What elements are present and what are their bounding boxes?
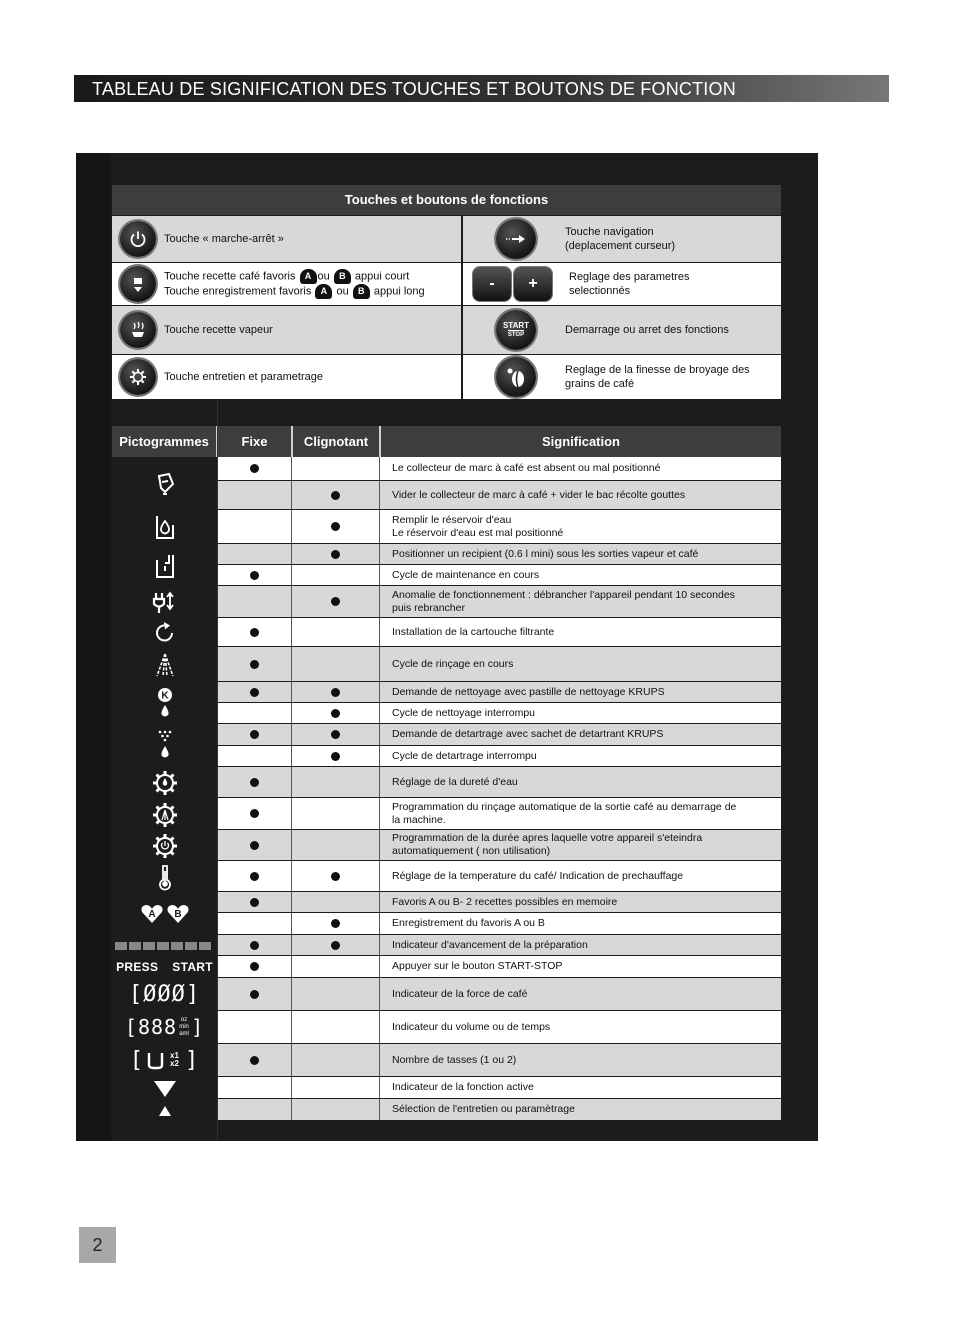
cups-bracket-right: ] bbox=[184, 1047, 200, 1073]
clignotant-cell bbox=[292, 703, 380, 723]
start-text: START bbox=[172, 960, 213, 974]
signification-line1: Cycle de detartrage interrompu bbox=[392, 749, 537, 762]
rinse-cycle-icon bbox=[112, 648, 217, 682]
signification-line1: Le collecteur de marc à café est absent ou mal positionné bbox=[392, 462, 661, 474]
plug-anomaly-icon bbox=[112, 587, 217, 617]
volume-time-indicator bbox=[112, 1011, 217, 1043]
clignotant-dot-icon bbox=[331, 491, 340, 500]
navigation-key-line1: Touche navigation bbox=[565, 226, 654, 238]
press-start-label bbox=[112, 957, 217, 977]
fixe-cell bbox=[218, 978, 292, 1010]
clignotant-cell bbox=[292, 935, 380, 955]
clignotant-cell bbox=[292, 913, 380, 934]
fixe-dot-icon bbox=[250, 1056, 259, 1065]
header-fixe: Fixe bbox=[218, 426, 293, 457]
signification-cell bbox=[380, 724, 781, 745]
maintenance-key-label: Touche entretien et parametrage bbox=[164, 371, 323, 383]
fixe-cell bbox=[218, 1099, 292, 1120]
fixe-cell bbox=[218, 1077, 292, 1098]
clignotant-dot-icon bbox=[331, 919, 340, 928]
signification-cell bbox=[380, 798, 781, 829]
favorite-save-text: Touche enregistrement favoris bbox=[164, 285, 312, 298]
signification-cell bbox=[380, 767, 781, 797]
favorite-or-text: ou bbox=[317, 270, 330, 283]
clignotant-cell bbox=[292, 746, 380, 766]
signification-cell bbox=[380, 978, 781, 1010]
container-under-spout-icon bbox=[112, 548, 217, 584]
favorite-cup-icon bbox=[120, 266, 156, 302]
signification-line1: Cycle de maintenance en cours bbox=[392, 568, 540, 581]
steam-icon bbox=[120, 312, 156, 348]
signification-line1: Réglage de la dureté d'eau bbox=[392, 775, 518, 788]
signification-line1: Indicateur de la fonction active bbox=[392, 1081, 534, 1093]
start-stop-icon-bottom: STOP bbox=[507, 331, 525, 338]
press-text: PRESS bbox=[116, 960, 159, 974]
fixe-dot-icon bbox=[250, 660, 259, 669]
grind-key-label bbox=[565, 363, 750, 391]
clignotant-dot-icon bbox=[331, 941, 340, 950]
fixe-dot-icon bbox=[250, 962, 259, 971]
strength-glyphs: [ØØØ] bbox=[128, 981, 201, 1007]
navigation-key-cell bbox=[463, 216, 781, 262]
clignotant-cell bbox=[292, 1077, 380, 1098]
signification-line1: Sélection de l'entretien ou paramètrage bbox=[392, 1103, 575, 1115]
signification-cell bbox=[380, 565, 781, 585]
header-signification: Signification bbox=[381, 426, 781, 457]
table-row bbox=[218, 618, 781, 647]
plus-button-icon: + bbox=[514, 267, 552, 301]
minus-button-icon: - bbox=[473, 267, 511, 301]
coffee-strength-indicator bbox=[112, 978, 217, 1010]
fixe-dot-icon bbox=[250, 730, 259, 739]
cup-icon bbox=[146, 1050, 168, 1070]
signification-line1: Nombre de tasses (1 ou 2) bbox=[392, 1053, 517, 1066]
signification-line2: puis rebrancher bbox=[392, 601, 465, 614]
clignotant-dot-icon bbox=[331, 730, 340, 739]
power-key-cell bbox=[112, 216, 463, 262]
fixe-cell bbox=[218, 767, 292, 797]
filter-cartridge-icon bbox=[112, 619, 217, 647]
table-row bbox=[218, 1011, 781, 1044]
clignotant-dot-icon bbox=[331, 709, 340, 718]
signification-line1: Anomalie de fonctionnement : débrancher l'appareil pendant 10 secondes bbox=[392, 588, 735, 601]
clignotant-dot-icon bbox=[331, 522, 340, 531]
clignotant-cell bbox=[292, 457, 380, 480]
fixe-cell bbox=[218, 544, 292, 564]
signification-line2: automatiquement ( non utilisation) bbox=[392, 845, 551, 857]
cup-count-indicator bbox=[112, 1044, 217, 1076]
fixe-cell bbox=[218, 1011, 292, 1043]
panel-left-strip bbox=[76, 153, 111, 1141]
cleaning-tablet-icon bbox=[112, 683, 217, 723]
start-stop-key-label: Demarrage ou arret des fonctions bbox=[565, 324, 729, 336]
clignotant-cell bbox=[292, 892, 380, 912]
fixe-dot-icon bbox=[250, 898, 259, 907]
cups-bracket-left: [ bbox=[129, 1047, 145, 1073]
navigation-key-line2: (deplacement curseur) bbox=[565, 240, 676, 252]
fixe-dot-icon bbox=[250, 628, 259, 637]
clignotant-cell bbox=[292, 1011, 380, 1043]
table-row bbox=[218, 956, 781, 978]
clignotant-cell bbox=[292, 544, 380, 564]
favorites-ab-icon bbox=[112, 893, 217, 935]
signification-line1: Positionner un recipient (0.6 l mini) sous les sorties vapeur et café bbox=[392, 547, 699, 560]
fixe-dot-icon bbox=[250, 778, 259, 787]
table-row bbox=[218, 767, 781, 798]
fixe-dot-icon bbox=[250, 464, 259, 473]
favorite-short-text: Touche recette café favoris bbox=[164, 270, 296, 283]
fixe-dot-icon bbox=[250, 688, 259, 697]
steam-key-cell bbox=[112, 306, 463, 354]
top-table-title: Touches et boutons de fonctions bbox=[112, 185, 781, 215]
clignotant-cell bbox=[292, 767, 380, 797]
signification-line1: Programmation du rinçage automatique de la sortie café au demarrage de bbox=[392, 800, 737, 813]
fixe-cell bbox=[218, 746, 292, 766]
active-function-triangle-icon bbox=[112, 1078, 217, 1100]
fixe-cell bbox=[218, 830, 292, 860]
top-table bbox=[112, 215, 781, 399]
clignotant-cell bbox=[292, 956, 380, 977]
table-row bbox=[218, 978, 781, 1011]
table-row bbox=[218, 682, 781, 703]
favorite-key-line2 bbox=[164, 284, 425, 299]
signification-line1: Favoris A ou B- 2 recettes possibles en memoire bbox=[392, 895, 618, 908]
table-row bbox=[218, 830, 781, 861]
signification-line1: Cycle de nettoyage interrompu bbox=[392, 706, 535, 719]
signification-cell bbox=[380, 647, 781, 681]
clignotant-cell bbox=[292, 586, 380, 617]
fixe-dot-icon bbox=[250, 872, 259, 881]
signification-line1: Installation de la cartouche filtrante bbox=[392, 625, 555, 638]
clignotant-cell bbox=[292, 565, 380, 585]
signification-line1: Remplir le réservoir d'eau bbox=[392, 513, 512, 526]
table-row bbox=[218, 510, 781, 544]
fixe-cell bbox=[218, 956, 292, 977]
clignotant-dot-icon bbox=[331, 872, 340, 881]
table-row bbox=[218, 1044, 781, 1077]
maintenance-key-cell bbox=[112, 355, 463, 399]
top-table-row bbox=[112, 215, 781, 262]
header-clignotant: Clignotant bbox=[293, 426, 381, 457]
signification-cell bbox=[380, 510, 781, 543]
progress-bar-icon bbox=[112, 936, 217, 956]
fixe-cell bbox=[218, 861, 292, 891]
signification-cell bbox=[380, 703, 781, 723]
signification-cell bbox=[380, 892, 781, 912]
clignotant-cell bbox=[292, 481, 380, 509]
fixe-cell bbox=[218, 457, 292, 480]
table-row bbox=[218, 1077, 781, 1099]
cups-multiplier bbox=[170, 1052, 179, 1068]
clignotant-cell bbox=[292, 682, 380, 702]
clignotant-cell bbox=[292, 861, 380, 891]
table-row bbox=[218, 892, 781, 913]
favorite-b-heart-icon: B bbox=[334, 269, 351, 284]
signification-cell bbox=[380, 935, 781, 955]
fixe-cell bbox=[218, 586, 292, 617]
volume-bracket-left: [ bbox=[124, 1015, 138, 1039]
adjust-keys-line2: selectionnés bbox=[569, 285, 631, 297]
clignotant-cell bbox=[292, 1044, 380, 1076]
table-row bbox=[218, 935, 781, 956]
settings-gear-icon bbox=[120, 359, 156, 395]
signification-cell bbox=[380, 1099, 781, 1120]
table-row bbox=[218, 724, 781, 746]
volume-units: oz min aml bbox=[179, 1016, 189, 1037]
signification-cell bbox=[380, 956, 781, 977]
signification-line1: Enregistrement du favoris A ou B bbox=[392, 917, 545, 929]
signification-line1: Appuyer sur le bouton START-STOP bbox=[392, 960, 563, 972]
header-pictogrammes: Pictogrammes bbox=[112, 426, 218, 457]
signification-line1: Cycle de rinçage en cours bbox=[392, 657, 514, 670]
arrow-right-icon bbox=[496, 219, 536, 259]
fixe-dot-icon bbox=[250, 571, 259, 580]
top-table-row bbox=[112, 354, 781, 399]
fixe-cell bbox=[218, 703, 292, 723]
adjust-keys-cell bbox=[463, 263, 781, 305]
clignotant-cell bbox=[292, 1099, 380, 1120]
fixe-cell bbox=[218, 682, 292, 702]
signification-cell bbox=[380, 586, 781, 617]
favorite-a-heart-icon: A bbox=[315, 284, 332, 299]
fav-a-letter: A bbox=[147, 909, 156, 920]
signification-cell bbox=[380, 618, 781, 646]
water-tank-icon bbox=[112, 510, 217, 544]
fixe-dot-icon bbox=[250, 841, 259, 850]
steam-key-label: Touche recette vapeur bbox=[164, 324, 273, 336]
fixe-cell bbox=[218, 618, 292, 646]
signification-cell bbox=[380, 544, 781, 564]
start-stop-icon-top: START bbox=[502, 320, 530, 330]
adjust-keys-label bbox=[569, 270, 689, 298]
table-row bbox=[218, 647, 781, 682]
signification-cell bbox=[380, 682, 781, 702]
signification-line1: Indicateur d'avancement de la préparation bbox=[392, 938, 588, 951]
selection-triangle-icon bbox=[112, 1101, 217, 1121]
fixe-cell bbox=[218, 724, 292, 745]
clignotant-cell bbox=[292, 978, 380, 1010]
fixe-cell bbox=[218, 565, 292, 585]
signification-cell bbox=[380, 1011, 781, 1043]
table-row bbox=[218, 703, 781, 724]
table-row bbox=[218, 481, 781, 510]
fixe-dot-icon bbox=[250, 990, 259, 999]
fixe-cell bbox=[218, 892, 292, 912]
fixe-cell bbox=[218, 510, 292, 543]
power-key-label: Touche « marche-arrêt » bbox=[164, 233, 284, 245]
coffee-bean-icon bbox=[496, 357, 536, 397]
cups-x1: x1 bbox=[170, 1051, 179, 1060]
signification-cell bbox=[380, 1044, 781, 1076]
table-row bbox=[218, 798, 781, 830]
favorite-a-heart-icon: A bbox=[300, 269, 317, 284]
minus-plus-icon bbox=[473, 267, 552, 301]
table-row bbox=[218, 457, 781, 481]
table-row bbox=[218, 913, 781, 935]
fixe-cell bbox=[218, 647, 292, 681]
fixe-cell bbox=[218, 935, 292, 955]
clignotant-dot-icon bbox=[331, 550, 340, 559]
signification-cell bbox=[380, 481, 781, 509]
fav-b-letter: B bbox=[173, 909, 182, 920]
fixe-dot-icon bbox=[250, 809, 259, 818]
start-stop-key-cell bbox=[463, 306, 781, 354]
volume-digits: 888 bbox=[137, 1015, 178, 1039]
auto-off-gear-icon bbox=[112, 831, 217, 861]
page-number: 2 bbox=[79, 1227, 116, 1263]
clignotant-cell bbox=[292, 510, 380, 543]
signification-line1: Demande de nettoyage avec pastille de nettoyage KRUPS bbox=[392, 685, 665, 698]
page-title: TABLEAU DE SIGNIFICATION DES TOUCHES ET BOUTONS DE FONCTION bbox=[74, 75, 889, 102]
clignotant-dot-icon bbox=[331, 688, 340, 697]
signification-line1: Programmation de la durée apres laquelle votre appareil s'eteindra bbox=[392, 832, 703, 844]
table-row bbox=[218, 861, 781, 892]
top-table-row bbox=[112, 305, 781, 354]
table-row bbox=[218, 746, 781, 767]
grind-key-line2: grains de café bbox=[565, 378, 635, 390]
favorite-key-line1 bbox=[164, 269, 425, 284]
clignotant-cell bbox=[292, 830, 380, 860]
thermometer-icon bbox=[112, 862, 217, 892]
power-icon bbox=[120, 221, 156, 257]
favorite-key-label bbox=[164, 269, 425, 299]
descaling-icon bbox=[112, 725, 217, 765]
fixe-cell bbox=[218, 913, 292, 934]
signification-cell bbox=[380, 746, 781, 766]
clignotant-dot-icon bbox=[331, 752, 340, 761]
favorite-key-cell bbox=[112, 263, 463, 305]
fixe-dot-icon bbox=[250, 941, 259, 950]
signification-cell bbox=[380, 913, 781, 934]
top-table-row bbox=[112, 262, 781, 305]
water-hardness-gear-icon bbox=[112, 768, 217, 798]
table-row bbox=[218, 1099, 781, 1121]
table-row bbox=[218, 565, 781, 586]
auto-rinse-gear-icon bbox=[112, 800, 217, 830]
grind-key-cell bbox=[463, 355, 781, 399]
signification-line2: Le réservoir d'eau est mal positionné bbox=[392, 526, 564, 539]
fixe-cell bbox=[218, 798, 292, 829]
table-row bbox=[218, 586, 781, 618]
signification-cell bbox=[380, 457, 781, 480]
favorite-long-press-text: appui long bbox=[373, 285, 425, 298]
volume-bracket-right: ] bbox=[191, 1015, 205, 1039]
adjust-keys-line1: Reglage des parametres bbox=[569, 271, 690, 283]
clignotant-dot-icon bbox=[331, 597, 340, 606]
fixe-cell bbox=[218, 1044, 292, 1076]
clean-k-letter: K bbox=[160, 690, 169, 702]
signification-line1: Demande de detartrage avec sachet de detartrant KRUPS bbox=[392, 728, 664, 740]
signification-cell bbox=[380, 1077, 781, 1098]
navigation-key-label bbox=[565, 225, 675, 253]
grounds-container-icon bbox=[112, 460, 217, 508]
signification-cell bbox=[380, 830, 781, 860]
favorite-b-heart-icon: B bbox=[353, 284, 370, 299]
signification-line1: Indicateur de la force de café bbox=[392, 987, 528, 1000]
signification-cell bbox=[380, 861, 781, 891]
grind-key-line1: Reglage de la finesse de broyage des bbox=[565, 364, 750, 376]
signification-line1: Indicateur du volume ou de temps bbox=[392, 1020, 551, 1033]
signification-line1: Réglage de la temperature du café/ Indication de prechauffage bbox=[392, 869, 684, 882]
table-row bbox=[218, 544, 781, 565]
start-stop-icon bbox=[496, 310, 536, 350]
favorite-short-press-text: appui court bbox=[354, 270, 410, 283]
clignotant-cell bbox=[292, 798, 380, 829]
signification-line2: la machine. bbox=[392, 813, 446, 826]
signification-line1: Vider le collecteur de marc à café + vider le bac récolte gouttes bbox=[392, 488, 686, 501]
cups-x2: x2 bbox=[170, 1059, 179, 1068]
favorite-or-text: ou bbox=[336, 285, 349, 298]
clignotant-cell bbox=[292, 618, 380, 646]
clignotant-cell bbox=[292, 724, 380, 745]
fixe-cell bbox=[218, 481, 292, 509]
clignotant-cell bbox=[292, 647, 380, 681]
